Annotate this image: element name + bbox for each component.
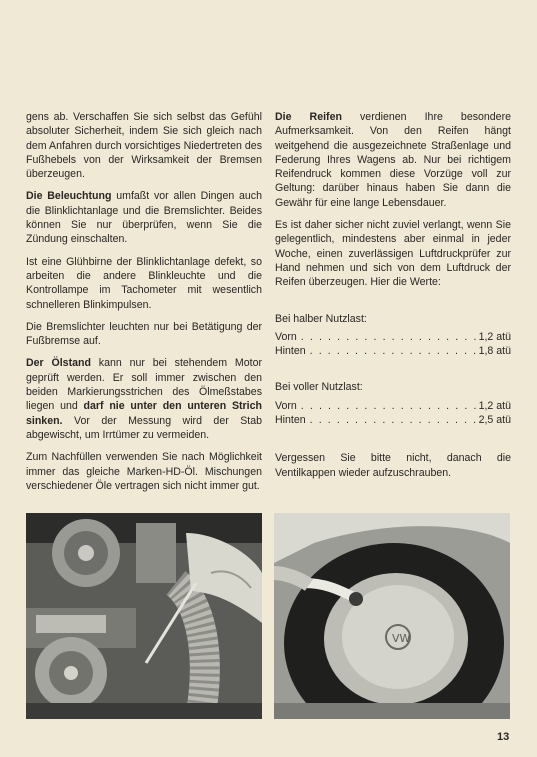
- heading-tyres: Die Reifen: [275, 111, 342, 123]
- paragraph-pressure-check: Es ist daher sicher nicht zuviel verlangt, wenn Sie gelegentlich, mindestens aber einmal in jeder Woche, einen zuverlässigen Luftdruckprüfer zur Hand nehmen und sich von dem Luftdruck der Reifen überzeugen. Hier die Werte:: [275, 219, 511, 289]
- paragraph-brake-lights: Die Bremslichter leuchten nur bei Betätigung der Fußbremse auf.: [26, 320, 262, 348]
- paragraph-oil-refill: Zum Nachfüllen verwenden Sie nach Möglichkeit immer das gleiche Marken-HD-Öl. Mischungen verschiedener Öle vertragen sich nicht immer gut.: [26, 451, 262, 492]
- engine-oil-photo: [26, 513, 262, 719]
- left-text-column: [26, 110, 262, 501]
- pressure-row: Vorn . . . 1,2 atü: [275, 330, 511, 344]
- paragraph-lighting: Die Beleuchtung umfaßt vor allen Dingen auch die Blinklichtanlage und die Bremslichter. Beides können Sie nur überprüfen, wenn Sie die Zündung einschalten.: [26, 190, 262, 246]
- paragraph-valve-caps: Vergessen Sie bitte nicht, danach die Ventilkappen wieder aufzuschrauben.: [275, 452, 511, 479]
- tyre-pressure-photo: [274, 513, 510, 719]
- heading-lighting: Die Beleuchtung: [26, 190, 112, 203]
- page-number: 13: [497, 731, 510, 743]
- pressure-row: Hinten . . . 1,8 atü: [275, 344, 511, 358]
- right-text-column: [275, 110, 511, 488]
- full-load-heading: Bei voller Nutzlast:: [275, 381, 363, 394]
- pressure-row: Hinten . . . 2,5 atü: [275, 413, 511, 427]
- paragraph-oil-level: Der Ölstand kann nur bei stehendem Motor geprüft werden. Er soll immer zwischen den beiden Markierungsstrichen des Ölmeßstabes liegen und darf nie unter den unteren Strich sinken. Vor der Messung wird der Stab abgewischt, um Irrtümer zu vermeiden.: [26, 357, 262, 441]
- engine-illustration: [26, 513, 262, 719]
- svg-text:VW: VW: [392, 632, 411, 645]
- wheel-illustration: [274, 513, 510, 719]
- paragraph-indicator-bulb: Ist eine Glühbirne der Blinklichtanlage defekt, so arbeiten die andere Blinkleuchte und die Kontrollampe im Tachometer mit wesentlich schnelleren Blinkimpulsen.: [26, 255, 262, 311]
- oil-warning: darf nie unter den unteren Strich sinken.: [26, 400, 262, 427]
- half-load-heading: Bei halber Nutzlast:: [275, 312, 367, 325]
- paragraph-brakes-end: gens ab. Verschaffen Sie sich selbst das Gefühl absoluter Sicherheit, indem Sie sich gleich nach dem Anfahren durch vorsichtiges Niedertreten des Fußhebels von der Wirksamkeit der Bremsen überzeugen.: [26, 111, 262, 181]
- pressure-row: Vorn . . . 1,2 atü: [275, 399, 511, 413]
- heading-oil-level: Der Ölstand: [26, 357, 91, 370]
- paragraph-tyres: Die Reifen verdienen Ihre besondere Aufmerksamkeit. Von den Reifen hängt weitgehend die ausgezeichnete Straßenlage und Federung Ihres Wagens ab. Nur bei richtigem Reifendruck kommen diese Vorzüge voll zur Geltung: darüber hinaus haben Sie dann die Gewähr für eine lange Lebensdauer.: [275, 111, 511, 209]
